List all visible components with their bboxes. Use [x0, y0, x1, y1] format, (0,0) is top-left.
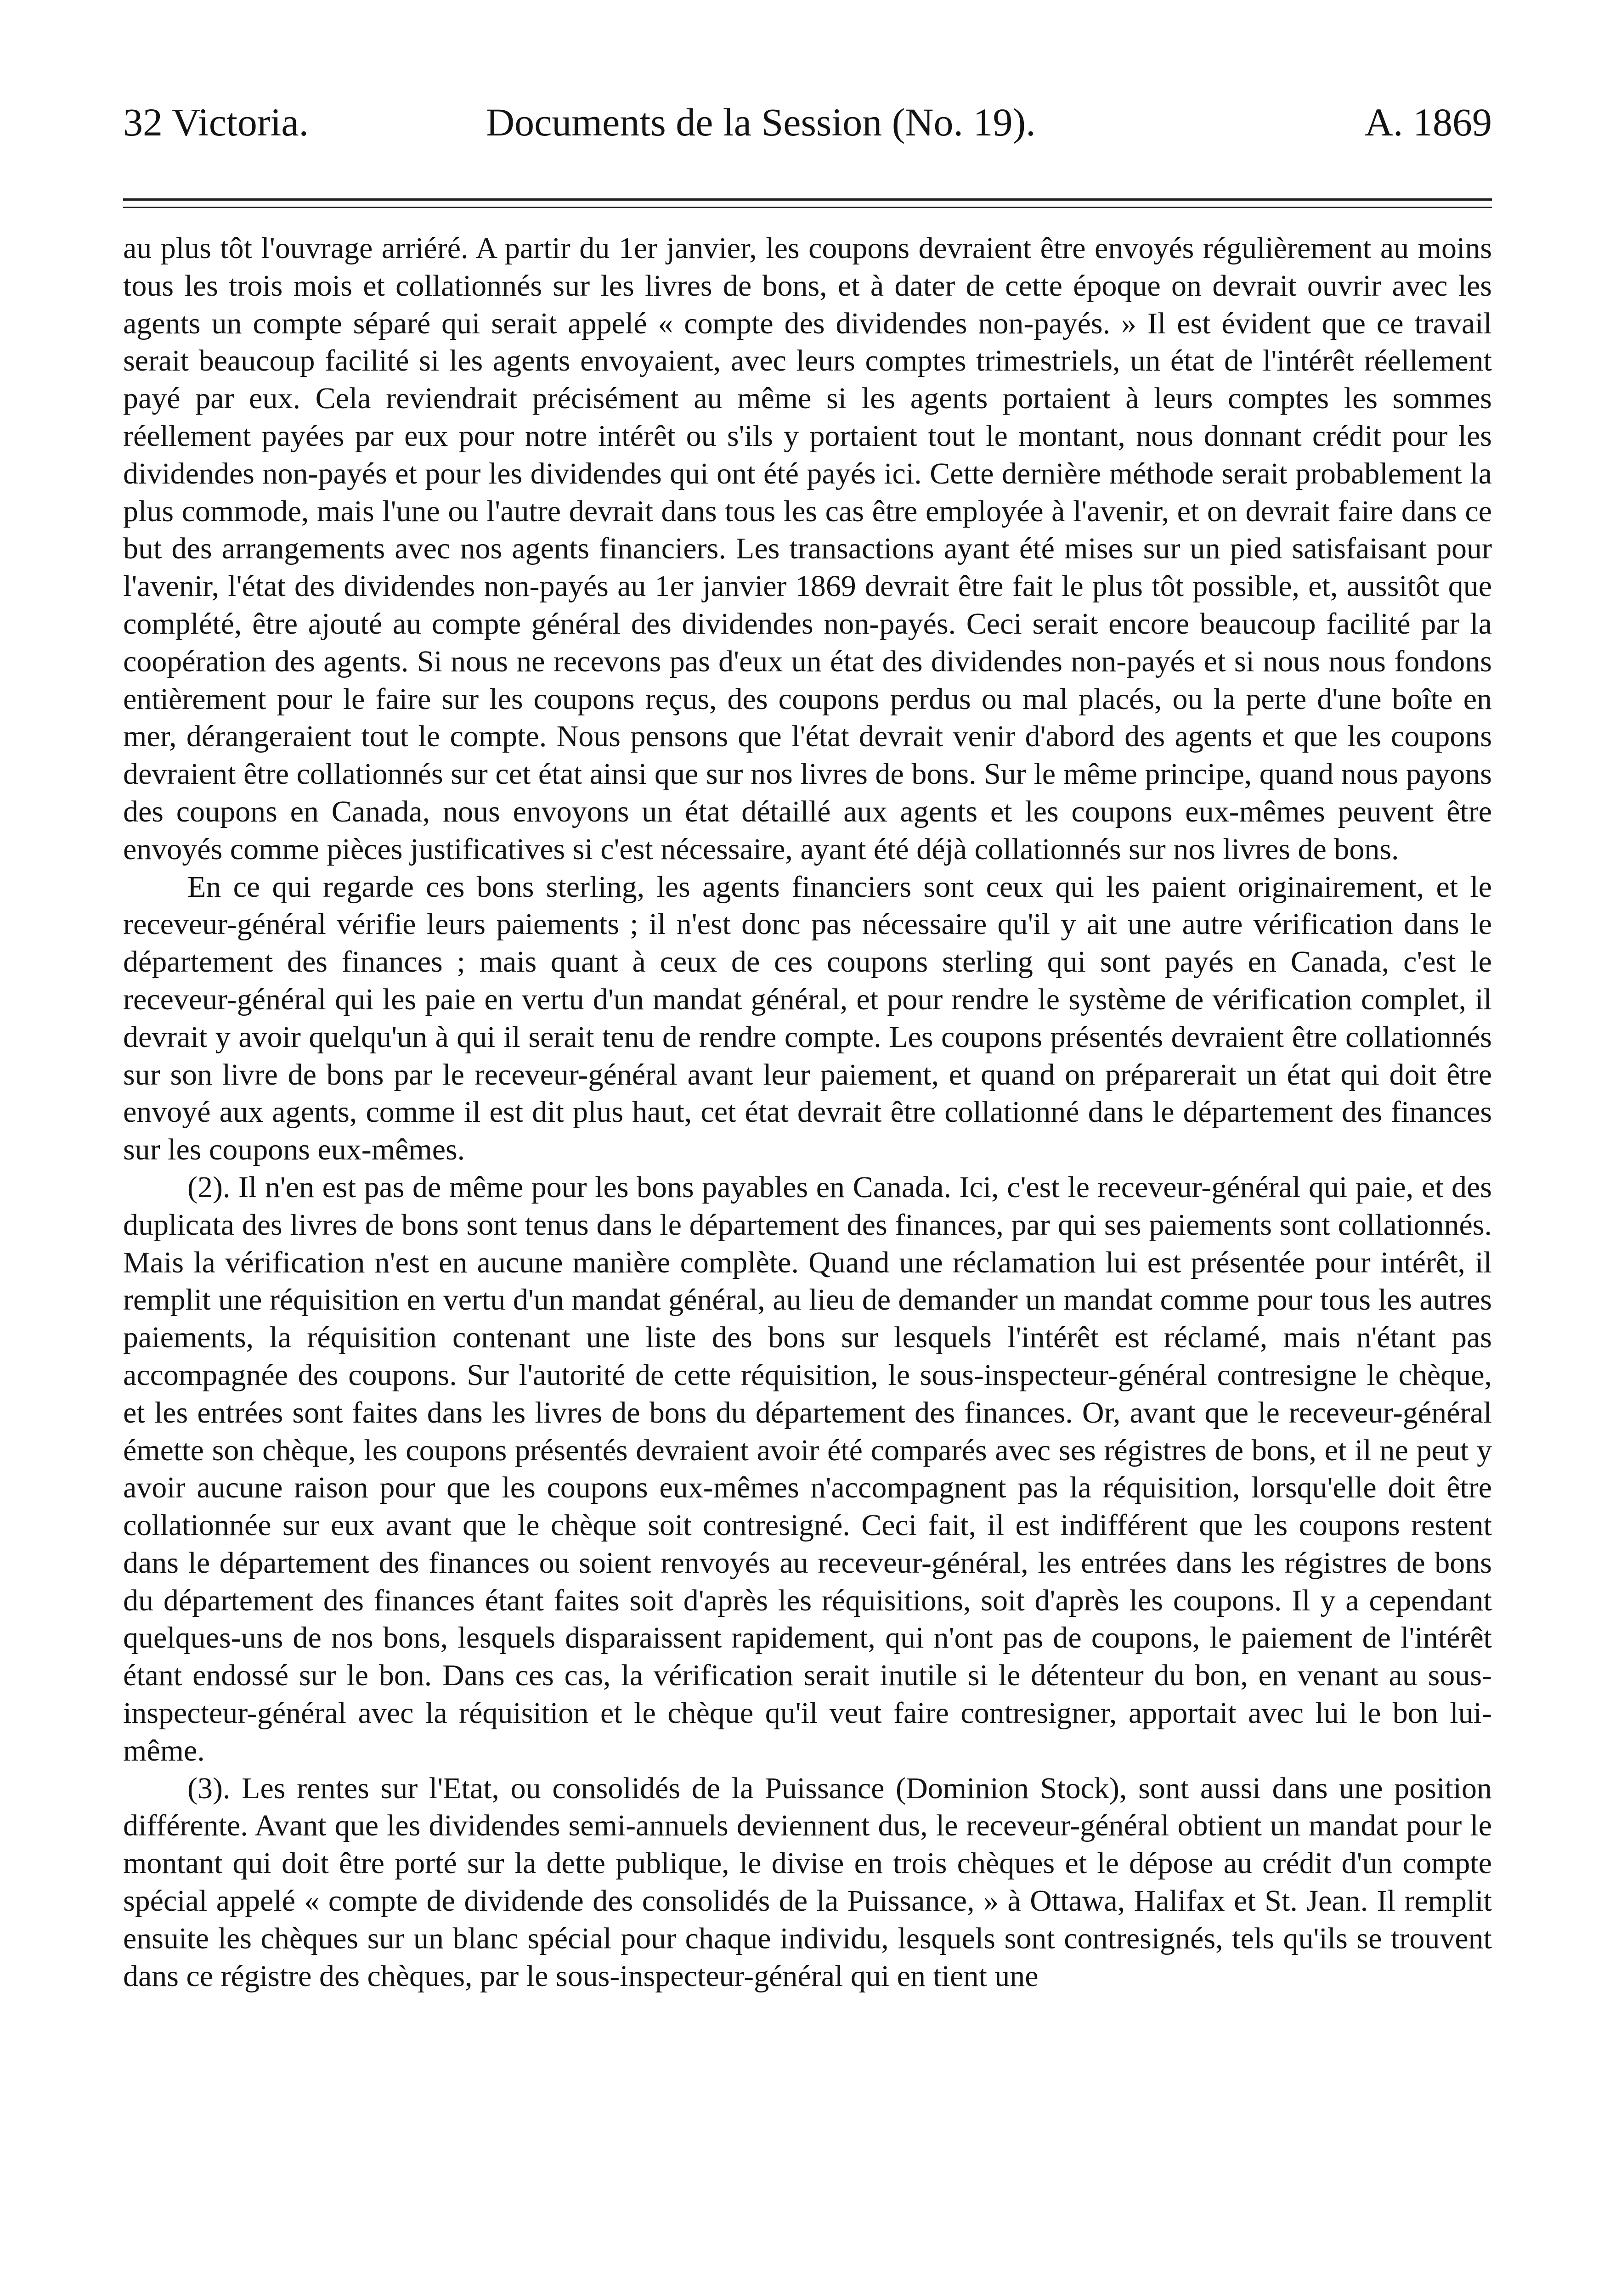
header-rule-thin [123, 207, 1492, 208]
running-header [123, 95, 1492, 150]
paragraph-dominion-stock: (3). Les rentes sur l'Etat, ou consolidés de la Puissance (Dominion Stock), sont aussi dans une position différente. Avant que les dividendes semi-annuels deviennent dus, le receveur-général obtient un mandat pour le montant qui doit être porté sur la dette publique, le divise en trois chèques et le dépose au crédit d'un compte spécial appelé « compte de dividende des consolidés de la Puissance, » à Ottawa, Halifax et St. Jean. Il remplit ensuite les chèques sur un blanc spécial pour chaque individu, lesquels sont contresignés, tels qu'ils se trouvent dans ce régistre des chèques, par le sous-inspecteur-général qui en tient une [123, 1771, 1492, 1993]
header-year: A. 1869 [1364, 100, 1492, 144]
paragraph-sterling-bonds: En ce qui regarde ces bons sterling, les agents financiers sont ceux qui les paient originairement, et le receveur-général vérifie leurs paiements ; il n'est donc pas nécessaire qu'il y ait une autre vérification dans le département des finances ; mais quant à ceux de ces coupons sterling qui sont payés en Canada, c'est le receveur-général qui les paie en vertu d'un mandat général, et pour rendre le système de vérification complet, il devrait y avoir quelqu'un à qui il serait tenu de rendre compte. Les coupons présentés devraient être collationnés sur son livre de bons par le receveur-général avant leur paiement, et quand on préparerait un état qui doit être envoyé aux agents, comme il est dit plus haut, cet état devrait être collationné dans le département des finances sur les coupons eux-mêmes. [123, 870, 1492, 1167]
paragraph-continued: au plus tôt l'ouvrage arriéré. A partir du 1er janvier, les coupons devraient être envoyés régulièrement au moins tous les trois mois et collationnés sur les livres de bons, et à dater de cette époque on devrait ouvrir avec les agents un compte séparé qui serait appelé « compte des dividendes non-payés. » Il est évident que ce travail serait beaucoup facilité si les agents envoyaient, avec leurs comptes trimestriels, un état de l'intérêt réellement payé par eux. Cela reviendrait précisément au même si les agents portaient à leurs comptes les sommes réellement payées par eux pour notre intérêt ou s'ils y portaient tout le montant, nous donnant crédit pour les dividendes non-payés et pour les dividendes qui ont été payés ici. Cette dernière méthode serait probablement la plus commode, mais l'une ou l'autre devrait dans tous les cas être employée à l'avenir, et on devrait faire dans ce but des arrangements avec nos agents financiers. Les transactions ayant été mises sur un pied satisfaisant pour l'avenir, l'état des dividendes non-payés au 1er janvier 1869 devrait être fait le plus tôt possible, et, aussitôt que complété, être ajouté au compte général des dividendes non-payés. Ceci serait encore beaucoup facilité par la coopération des agents. Si nous ne recevons pas d'eux un état des dividendes non-payés et si nous nous fondons entièrement pour le faire sur les coupons reçus, des coupons perdus ou mal placés, ou la perte d'une boîte en mer, dérangeraient tout le compte. Nous pensons que l'état devrait venir d'abord des agents et que les coupons devraient être collationnés sur cet état ainsi que sur nos livres de bons. Sur le même principe, quand nous payons des coupons en Canada, nous envoyons un état détaillé aux agents et les coupons eux-mêmes peuvent être envoyés comme pièces justificatives si c'est nécessaire, ayant été déjà collationnés sur nos livres de bons. [123, 231, 1492, 866]
header-title: Documents de la Session (No. 19). [486, 100, 1036, 144]
header-rule-thick [123, 198, 1492, 201]
paragraph-canada-bonds: (2). Il n'en est pas de même pour les bons payables en Canada. Ici, c'est le receveur-général qui paie, et des duplicata des livres de bons sont tenus dans le département des finances, par qui ses paiements sont collationnés. Mais la vérification n'est en aucune manière complète. Quand une réclamation lui est présentée pour intérêt, il remplit une réquisition en vertu d'un mandat général, au lieu de demander un mandat comme pour tous les autres paiements, la réquisition contenant une liste des bons sur lesquels l'intérêt est réclamé, mais n'étant pas accompagnée des coupons. Sur l'autorité de cette réquisition, le sous-inspecteur-général contresigne le chèque, et les entrées sont faites dans les livres de bons du département des finances. Or, avant que le receveur-général émette son chèque, les coupons présentés devraient avoir été comparés avec ses régistres de bons, et il ne peut y avoir aucune raison pour que les coupons eux-mêmes n'accompagnent pas la réquisition, lorsqu'elle doit être collationnée sur eux avant que le chèque soit contresigné. Ceci fait, il est indifférent que les coupons restent dans le département des finances ou soient renvoyés au receveur-général, les entrées dans les régistres de bons du département des finances étant faites soit d'après les réquisitions, soit d'après les coupons. Il y a cependant quelques-uns de nos bons, lesquels disparaissent rapidement, qui n'ont pas de coupons, le paiement de l'intérêt étant endossé sur le bon. Dans ces cas, la vérification serait inutile si le détenteur du bon, en venant au sous-inspecteur-général avec la réquisition et le chèque qu'il veut faire contresigner, apportait avec lui le bon lui-même. [123, 1170, 1492, 1767]
body-text [123, 230, 1492, 2296]
header-volume: 32 Victoria. [123, 100, 309, 144]
